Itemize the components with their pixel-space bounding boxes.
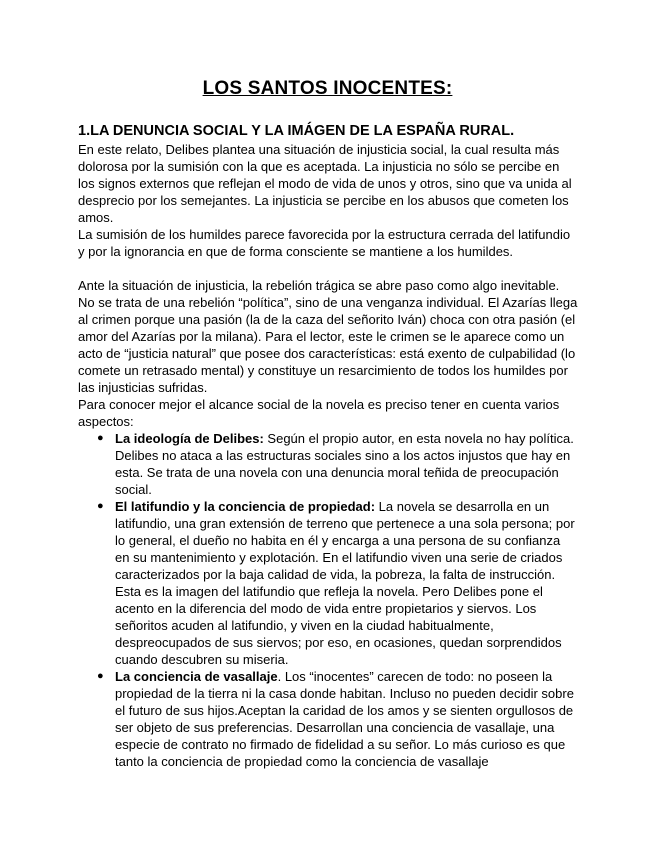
paragraph-sumision: La sumisión de los humildes parece favorecida por la estructura cerrada del latifundio y por la ignorancia en que de forma consciente se mantiene a los humildes.: [78, 227, 571, 259]
list-item: [97, 498, 578, 668]
aspects-list: [78, 430, 578, 770]
paragraph-rebelion: Ante la situación de injusticia, la rebelión trágica se abre paso como algo inevitable. No se trata de una rebelión “política”, sino de una venganza individual. El Azarías llega al crimen porque una pasión (la de la caza del señorito Iván) choca con otra pasión (el amor del Azarías por la milana). Para el lector, este le crimen se le aparece como un acto de “justicia natural” que posee dos características: está exento de culpabilidad (lo comete un retrasado mental) y constituye un resarcimiento de todos los humildes por las injusticias sufridas.: [78, 278, 578, 395]
bullet-dot-icon: ●: [97, 432, 104, 444]
list-item-lead: La ideología de Delibes:: [115, 431, 264, 446]
section-heading: 1.LA DENUNCIA SOCIAL Y LA IMÁGEN DE LA ESPAÑA RURAL.: [78, 123, 515, 139]
list-item-text: Según el propio autor, en esta novela no hay política. Delibes no ataca a las estructuras sociales sino a los actos injustos que hay en esta. Se trata de una novela con una denuncia moral teñida de preocupación social.: [115, 431, 574, 497]
list-item-text: . Los “inocentes” carecen de todo: no poseen la propiedad de la tierra ni la casa donde habitan. Incluso no pueden decidir sobre el futuro de sus hijos.Aceptan la caridad de los amos y se sienten orgullosos de ser objeto de sus preferencias. Desarrollan una conciencia de vasallaje, una especie de contrato no firmado de fidelidad a su señor. Lo más curioso es que tanto la conciencia de propiedad como la conciencia de vasallaje: [115, 669, 574, 769]
list-item-text: La novela se desarrolla en un latifundio, una gran extensión de terreno que pertenece a una sola persona; por lo general, el dueño no habita en él y encarga a una persona de su confianza en su mantenimiento y explotación. En el latifundio viven una serie de criados caracterizados por la baja calidad de vida, la pobreza, la falta de instrucción. Esta es la imagen del latifundio que refleja la novela. Pero Delibes pone el acento en la diferencia del modo de vida entre propietarios y siervos. Los señoritos acuden al latifundio, y viven en la ciudad habitualmente, despreocupados de sus siervos; por eso, en ocasiones, quedan sorprendidos cuando descubren su miseria.: [115, 499, 575, 667]
paragraph-gap: [78, 260, 578, 277]
document-title: LOS SANTOS INOCENTES:: [202, 78, 453, 99]
bullet-dot-icon: ●: [97, 500, 104, 512]
list-item-lead: La conciencia de vasallaje: [115, 669, 278, 684]
paragraph-injusticia: En este relato, Delibes plantea una situación de injusticia social, la cual resulta más dolorosa por la sumisión con la que es aceptada. La injusticia no sólo se percibe en los signos externos que reflejan el modo de vida de unos y otros, sino que va unida al desprecio por los semejantes. La injusticia se percibe en los abusos que cometen los amos.: [78, 142, 572, 225]
list-item-lead: El latifundio y la conciencia de propiedad:: [115, 499, 376, 514]
paragraph-aspectos: Para conocer mejor el alcance social de la novela es preciso tener en cuenta varios aspectos:: [78, 397, 560, 429]
bullet-dot-icon: ●: [97, 670, 104, 682]
list-item: [97, 430, 578, 498]
document-body: [78, 122, 578, 770]
list-item: [97, 668, 578, 770]
